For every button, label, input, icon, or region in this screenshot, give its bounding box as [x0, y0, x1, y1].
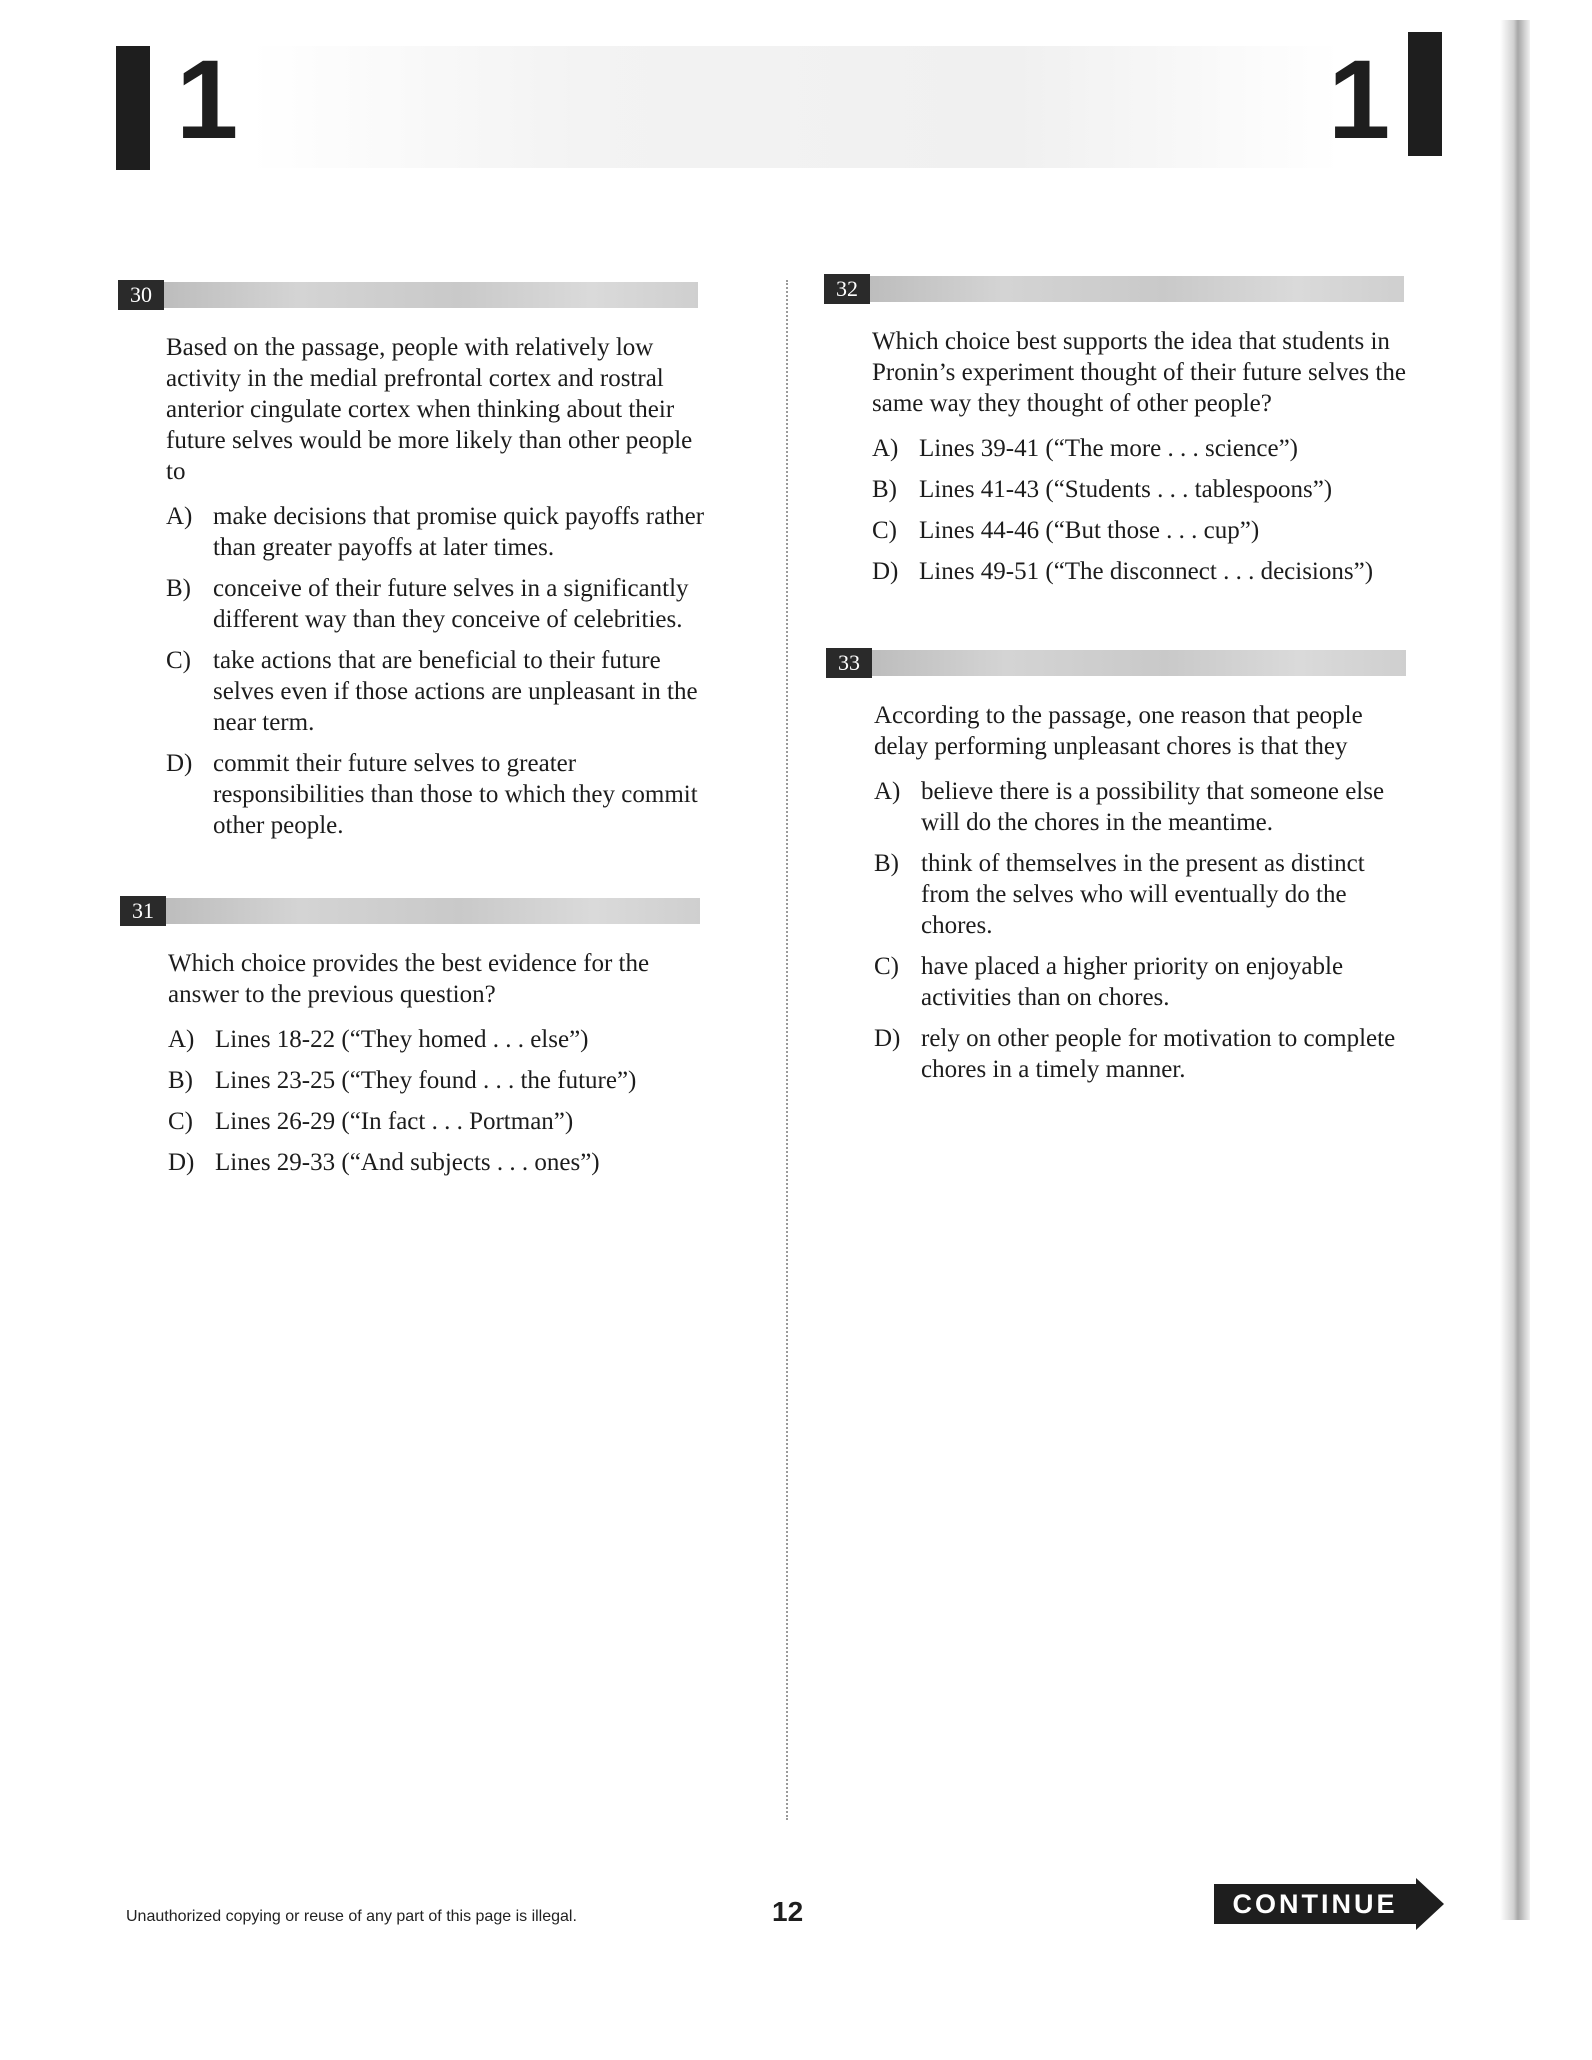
section-number-left: 1 — [176, 37, 239, 162]
question-stem: Based on the passage, people with relatively low activity in the medial prefrontal cortex and rostral anterior cingulate cortex when thinking about their future selves would be more likely than other people to — [166, 334, 693, 485]
choice-c[interactable] — [872, 515, 1412, 546]
choice-letter: A) — [874, 778, 901, 805]
section-number-right: 1 — [1328, 37, 1391, 162]
question-number: 32 — [824, 274, 870, 304]
choice-text: Lines 39-41 (“The more . . . science”) — [919, 435, 1299, 462]
answer-choices — [168, 1024, 708, 1178]
choice-letter: B) — [872, 476, 897, 503]
section-header-band — [250, 46, 1340, 168]
choice-letter: D) — [168, 1149, 195, 1176]
choice-b[interactable] — [874, 848, 1414, 941]
choice-text: think of themselves in the present as distinct from the selves who will eventually do the chores. — [921, 850, 1365, 939]
copyright-notice: Unauthorized copying or reuse of any part of this page is illegal. — [126, 1908, 577, 1925]
choice-letter: D) — [874, 1025, 901, 1052]
choice-letter: B) — [874, 850, 899, 877]
question-banner-strip — [166, 898, 700, 924]
choice-text: commit their future selves to greater responsibilities than those to which they commit other people. — [213, 750, 698, 839]
question-banner — [826, 648, 1406, 678]
question-30 — [118, 280, 705, 851]
choice-a[interactable] — [872, 433, 1412, 464]
question-31 — [120, 896, 700, 1188]
choice-a[interactable] — [166, 501, 706, 563]
choice-letter: C) — [874, 953, 899, 980]
choice-text: Lines 26-29 (“In fact . . . Portman”) — [215, 1108, 574, 1135]
choice-letter: B) — [168, 1067, 193, 1094]
question-banner-strip — [872, 650, 1406, 676]
question-stem: Which choice best supports the idea that students in Pronin’s experiment thought of their future selves the same way they thought of other people? — [872, 328, 1406, 417]
question-banner — [118, 280, 698, 310]
question-33 — [826, 648, 1406, 1095]
choice-letter: C) — [166, 647, 191, 674]
question-banner — [824, 274, 1404, 304]
section-header-right-bar — [1408, 32, 1442, 156]
choice-letter: D) — [166, 750, 193, 777]
continue-label: CONTINUE — [1214, 1884, 1416, 1924]
answer-choices — [872, 433, 1412, 587]
page-edge-shadow — [1500, 20, 1530, 1920]
answer-choices — [874, 776, 1414, 1085]
choice-letter: B) — [166, 575, 191, 602]
choice-c[interactable] — [874, 951, 1414, 1013]
choice-text: have placed a higher priority on enjoyable activities than on chores. — [921, 953, 1344, 1011]
choice-a[interactable] — [874, 776, 1414, 838]
question-32 — [824, 274, 1404, 597]
choice-text: Lines 49-51 (“The disconnect . . . decisions”) — [919, 558, 1374, 585]
choice-text: Lines 23-25 (“They found . . . the future”) — [215, 1067, 637, 1094]
choice-c[interactable] — [168, 1106, 708, 1137]
choice-text: believe there is a possibility that someone else will do the chores in the meantime. — [921, 778, 1385, 836]
column-divider — [786, 280, 788, 1820]
choice-c[interactable] — [166, 645, 706, 738]
page-number: 12 — [772, 1896, 804, 1927]
continue-arrow-icon — [1416, 1878, 1444, 1930]
choice-letter: C) — [168, 1108, 193, 1135]
choice-b[interactable] — [166, 573, 706, 635]
question-banner-strip — [164, 282, 698, 308]
question-banner-strip — [870, 276, 1404, 302]
question-number: 33 — [826, 648, 872, 678]
choice-d[interactable] — [166, 748, 706, 841]
question-banner — [120, 896, 700, 926]
choice-letter: A) — [168, 1026, 195, 1053]
choice-d[interactable] — [872, 556, 1412, 587]
choice-text: rely on other people for motivation to complete chores in a timely manner. — [921, 1025, 1396, 1083]
choice-a[interactable] — [168, 1024, 708, 1055]
choice-letter: A) — [166, 503, 193, 530]
question-stem: According to the passage, one reason that people delay performing unpleasant chores is that they — [874, 702, 1363, 760]
answer-choices — [166, 501, 706, 841]
choice-text: conceive of their future selves in a significantly different way than they conceive of celebrities. — [213, 575, 689, 633]
question-number: 31 — [120, 896, 166, 926]
choice-b[interactable] — [168, 1065, 708, 1096]
choice-letter: D) — [872, 558, 899, 585]
choice-text: Lines 29-33 (“And subjects . . . ones”) — [215, 1149, 600, 1176]
choice-letter: C) — [872, 517, 897, 544]
choice-text: Lines 41-43 (“Students . . . tablespoons”) — [919, 476, 1333, 503]
section-header-left-bar — [116, 46, 150, 170]
choice-text: make decisions that promise quick payoffs rather than greater payoffs at later times. — [213, 503, 705, 561]
choice-text: take actions that are beneficial to their future selves even if those actions are unpleasant in the near term. — [213, 647, 698, 736]
choice-d[interactable] — [874, 1023, 1414, 1085]
choice-text: Lines 44-46 (“But those . . . cup”) — [919, 517, 1260, 544]
choice-b[interactable] — [872, 474, 1412, 505]
question-stem: Which choice provides the best evidence for the answer to the previous question? — [168, 950, 650, 1008]
choice-text: Lines 18-22 (“They homed . . . else”) — [215, 1026, 589, 1053]
question-number: 30 — [118, 280, 164, 310]
choice-letter: A) — [872, 435, 899, 462]
choice-d[interactable] — [168, 1147, 708, 1178]
